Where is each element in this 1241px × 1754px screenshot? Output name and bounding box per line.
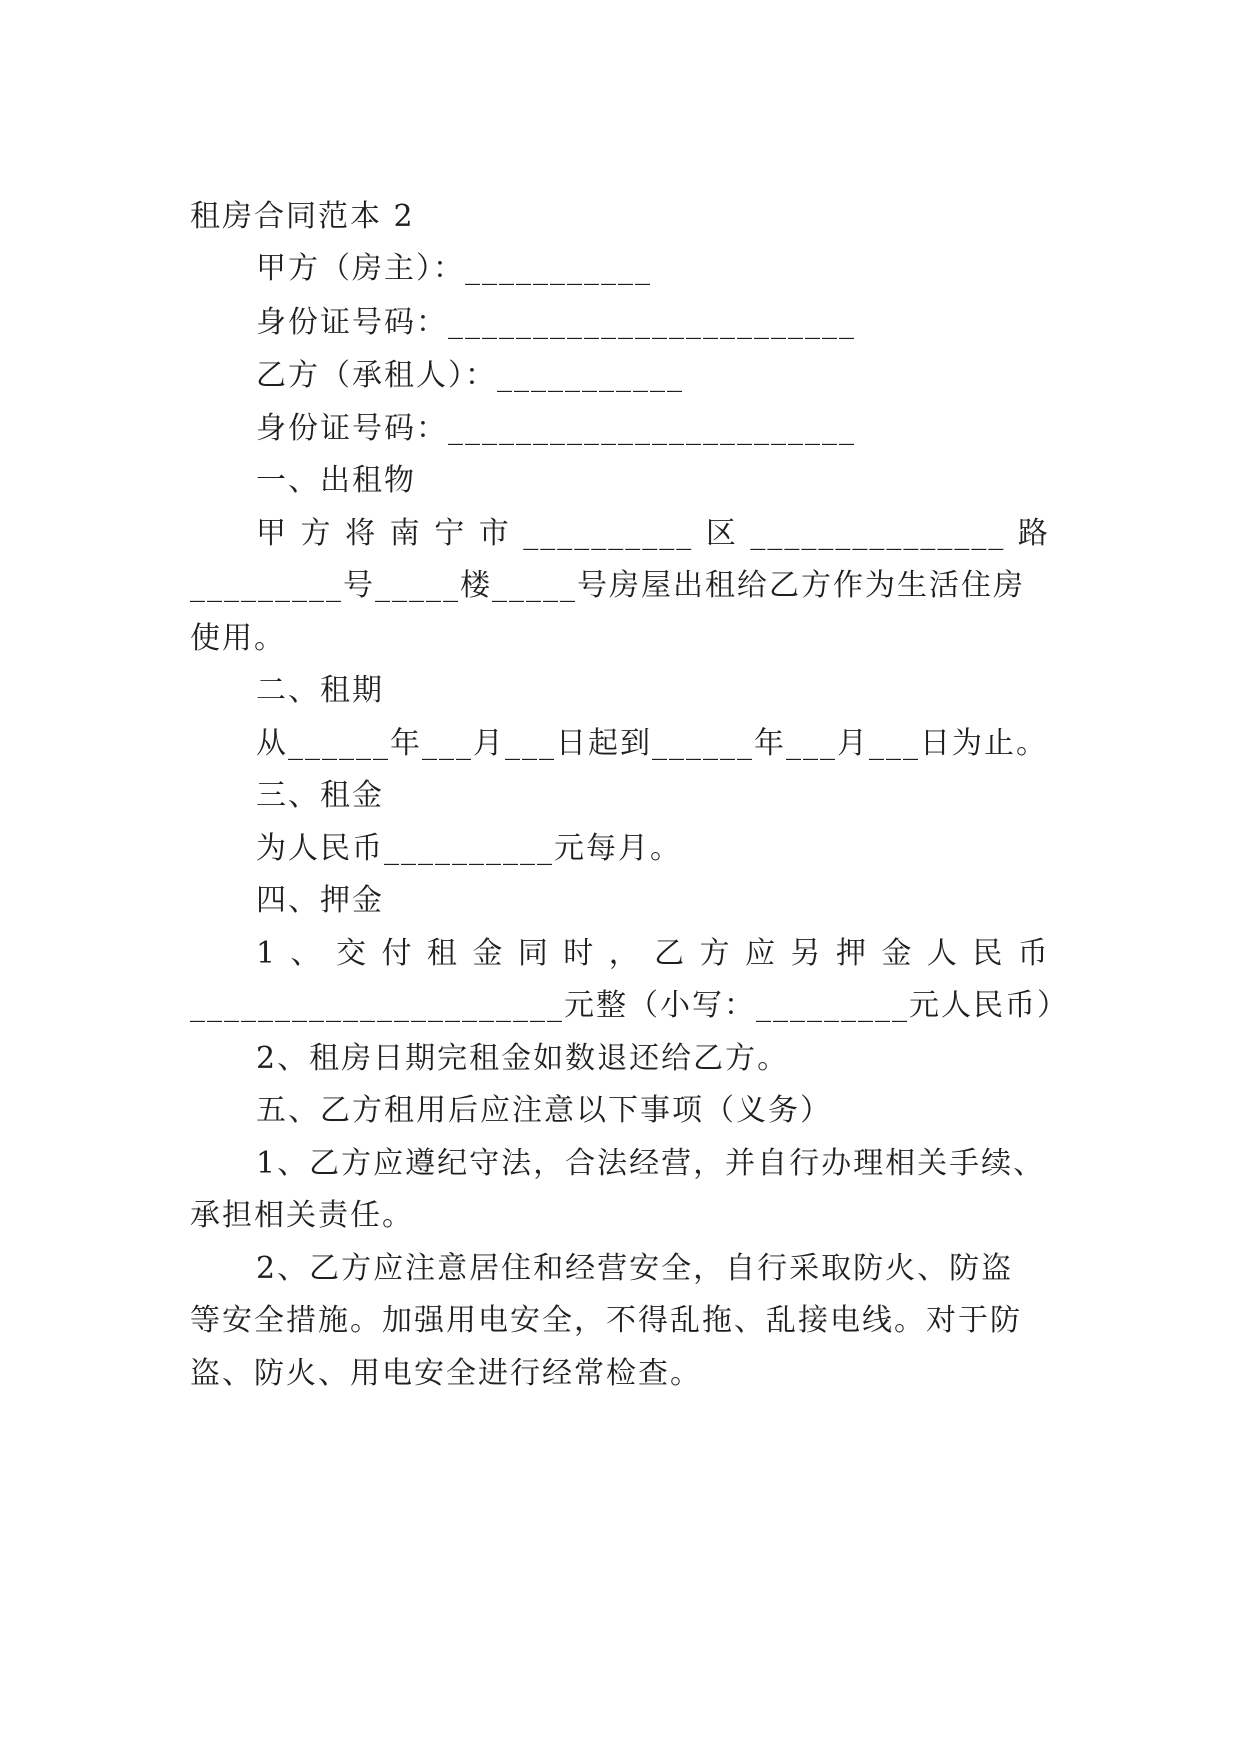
text-fragment: 金 — [472, 936, 505, 971]
section-4-item-1-line-1 — [256, 935, 1050, 973]
text-fragment: 路 — [1017, 516, 1050, 551]
text-fragment: 区 — [705, 516, 738, 551]
text-fragment: 交 — [336, 936, 368, 971]
text-fragment: 人 — [926, 936, 959, 971]
text-fragment: 1 — [256, 936, 278, 971]
section-1-line-2: _________号_____楼_____号房屋出租给乙方作为生活住房 — [190, 568, 1025, 603]
text-fragment: ， — [608, 936, 641, 971]
blank-field: __________ — [523, 516, 694, 551]
party-a-line: 甲方（房主）：___________ — [256, 251, 652, 286]
document-title: 租房合同范本 2 — [190, 199, 415, 234]
text-fragment: 金 — [881, 936, 914, 971]
section-5-item-2-line-3: 盗、防火、用电安全进行经常检查。 — [190, 1356, 702, 1391]
section-5-item-2-line-1: 2、乙方应注意居住和经营安全，自行采取防火、防盗 — [256, 1251, 1014, 1286]
section-2-line: 从______年___月___日起到______年___月___日为止。 — [256, 726, 1048, 761]
section-1-line-1 — [256, 515, 1050, 553]
text-fragment: 同 — [517, 936, 550, 971]
text-fragment: 租 — [426, 936, 459, 971]
text-fragment: 方 — [300, 516, 333, 551]
party-a-id-line: 身份证号码：________________________ — [256, 305, 856, 340]
text-fragment: 另 — [790, 936, 823, 971]
text-fragment: 民 — [972, 936, 1005, 971]
text-fragment: 押 — [835, 936, 868, 971]
party-b-id-line: 身份证号码：________________________ — [256, 411, 856, 446]
text-fragment: 、 — [290, 936, 323, 971]
section-3-line: 为人民币__________元每月。 — [256, 831, 682, 866]
section-1-heading: 一、出租物 — [256, 463, 416, 498]
text-fragment: 甲 — [256, 516, 288, 551]
text-fragment: 付 — [381, 936, 414, 971]
text-fragment: 将 — [345, 516, 378, 551]
section-5-item-2-line-2: 等安全措施。加强用电安全，不得乱拖、乱接电线。对于防 — [190, 1303, 1022, 1338]
section-4-heading: 四、押金 — [256, 883, 384, 918]
party-b-line: 乙方（承租人）：___________ — [256, 358, 684, 393]
section-5-heading: 五、乙方租用后应注意以下事项（义务） — [256, 1093, 832, 1128]
section-1-line-3: 使用。 — [190, 621, 286, 656]
section-4-item-2: 2、租房日期完租金如数退还给乙方。 — [256, 1041, 790, 1076]
section-5-item-1-line-1: 1、乙方应遵纪守法，合法经营，并自行办理相关手续、 — [256, 1146, 1046, 1181]
text-fragment: 乙 — [654, 936, 687, 971]
text-fragment: 宁 — [434, 516, 467, 551]
text-fragment: 时 — [563, 936, 596, 971]
text-fragment: 应 — [745, 936, 778, 971]
section-3-heading: 三、租金 — [256, 778, 384, 813]
section-2-heading: 二、租期 — [256, 673, 384, 708]
section-5-item-1-line-2: 承担相关责任。 — [190, 1198, 414, 1233]
blank-field: _______________ — [750, 516, 1006, 551]
text-fragment: 币 — [1017, 936, 1050, 971]
text-fragment: 方 — [699, 936, 732, 971]
text-fragment: 市 — [478, 516, 511, 551]
section-4-item-1-line-2: ______________________元整（小写：_________元人民币） — [190, 988, 1069, 1023]
text-fragment: 南 — [389, 516, 422, 551]
